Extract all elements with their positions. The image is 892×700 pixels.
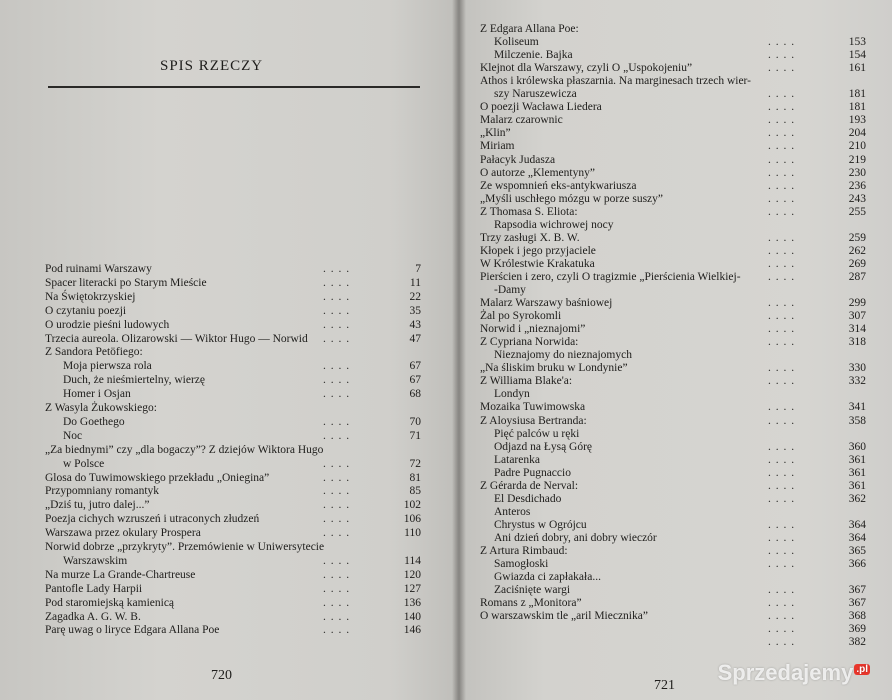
toc-entry-title: Padre Pugnaccio — [494, 466, 571, 479]
toc-entry-title: Poezja cichych wzruszeń i utraconych złudzeń — [45, 513, 260, 526]
toc-entry — [45, 526, 421, 540]
toc-entry — [480, 87, 866, 101]
leader-dots: . . . . — [768, 336, 796, 349]
toc-entry — [480, 440, 866, 454]
leader-dots: . . . . — [323, 582, 351, 595]
toc-entry — [480, 166, 866, 180]
leader-dots: . . . . — [768, 114, 796, 127]
leader-dots: . . . . — [768, 636, 796, 649]
toc-entry-title: Do Goethego — [63, 415, 125, 428]
toc-entry-page: 193 — [848, 114, 866, 127]
watermark-suffix: .pl — [856, 663, 868, 675]
toc-entry-page: 361 — [848, 466, 866, 479]
toc-entry-page: 22 — [409, 290, 421, 303]
leader-dots: . . . . — [768, 401, 796, 414]
leader-dots: . . . . — [768, 597, 796, 610]
toc-entry — [480, 557, 866, 571]
toc-entry — [45, 610, 421, 624]
leader-dots: . . . . — [768, 153, 796, 166]
toc-entry-page: 287 — [848, 270, 866, 283]
toc-entry-page: 367 — [848, 597, 866, 610]
toc-entry-page: 106 — [403, 513, 421, 526]
toc-entry — [45, 471, 421, 485]
toc-entry — [480, 309, 866, 323]
toc-entry-page: 161 — [848, 62, 866, 75]
toc-entry — [480, 544, 866, 558]
toc-entry-title: „Na śliskim bruku w Londynie” — [480, 362, 628, 375]
toc-entry-title: Athos i królewska płaszarnia. Na marginesach trzech wier- — [480, 75, 751, 88]
toc-entry — [480, 113, 866, 127]
page-heading: SPIS RZECZY — [160, 58, 264, 74]
toc-entry — [480, 387, 866, 401]
toc-entry — [480, 348, 866, 362]
toc-entry — [45, 332, 421, 346]
toc-entry — [480, 296, 866, 310]
leader-dots: . . . . — [323, 485, 351, 498]
leader-dots: . . . . — [768, 297, 796, 310]
toc-entry — [45, 276, 421, 290]
toc-entry-title: Norwid i „nieznajomi” — [480, 323, 586, 336]
leader-dots: . . . . — [323, 471, 351, 484]
toc-entry — [480, 35, 866, 49]
toc-entry-page: 127 — [403, 582, 421, 595]
toc-entry-title: Przypomniany romantyk — [45, 485, 160, 498]
toc-entry-title: Pod ruinami Warszawy — [45, 263, 152, 275]
toc-entry — [480, 48, 866, 62]
toc-entry — [45, 401, 421, 415]
toc-entry-page: 243 — [848, 192, 866, 205]
leader-dots: . . . . — [768, 88, 796, 101]
toc-entry-title: Miriam — [480, 140, 515, 153]
leader-dots: . . . . — [768, 362, 796, 375]
toc-entry — [480, 479, 866, 493]
toc-entry-page: 154 — [848, 49, 866, 62]
toc-entry-title: Kłopek i jego przyjaciele — [480, 244, 596, 257]
toc-entry-page: 181 — [848, 88, 866, 101]
toc-entry-title: Na Świętokrzyskiej — [45, 290, 136, 303]
leader-dots: . . . . — [323, 332, 351, 345]
toc-entry-page: 7 — [415, 263, 421, 275]
leader-dots: . . . . — [323, 318, 351, 331]
toc-entry-page: 362 — [848, 492, 866, 505]
toc-entry — [45, 623, 421, 637]
leader-dots: . . . . — [768, 36, 796, 49]
toc-entry-page: 102 — [403, 499, 421, 512]
toc-entry-title: Gwiazda ci zapłakała... — [494, 571, 601, 584]
leader-dots: . . . . — [323, 596, 351, 609]
toc-entry-page: 341 — [848, 401, 866, 414]
leader-dots: . . . . — [768, 531, 796, 544]
toc-entry — [45, 318, 421, 332]
leader-dots: . . . . — [768, 62, 796, 75]
toc-entry — [480, 400, 866, 414]
toc-entry-page: 299 — [848, 297, 866, 310]
toc-entry — [45, 290, 421, 304]
toc-entry-page: 364 — [848, 518, 866, 531]
toc-entry — [480, 153, 866, 167]
toc-entry — [480, 231, 866, 245]
toc-entry-title: Pantofle Lady Harpii — [45, 582, 143, 595]
toc-entry — [480, 374, 866, 388]
toc-entry-title: Z Williama Blake'a: — [480, 375, 573, 388]
toc-entry-title: „Za biednymi” czy „dla bogaczy”? Z dziejów Wiktora Hugo — [45, 443, 324, 456]
toc-entry-page: 361 — [848, 453, 866, 466]
toc-entry — [45, 568, 421, 582]
toc-entry-title: O warszawskim tle „aril Miecznika” — [480, 610, 648, 623]
leader-dots: . . . . — [768, 492, 796, 505]
toc-entry-page: 136 — [403, 596, 421, 609]
toc-entry-title: Nieznajomy do nieznajomych — [494, 349, 632, 362]
leader-dots: . . . . — [768, 231, 796, 244]
toc-entry-page: 361 — [848, 479, 866, 492]
toc-entry-title: Z Wasyla Żukowskiego: — [45, 402, 157, 414]
toc-entry-title: Malarz Warszawy baśniowej — [480, 297, 613, 310]
heading-rule — [48, 86, 420, 88]
leader-dots: . . . . — [768, 166, 796, 179]
toc-entry-page: 81 — [409, 471, 421, 484]
toc-entry-page: 368 — [848, 610, 866, 623]
leader-dots: . . . . — [323, 263, 351, 275]
toc-entry-page: 85 — [409, 485, 421, 498]
toc-entry-title: Glosa do Tuwimowskiego przekładu „Oniegina” — [45, 471, 270, 484]
toc-entry — [480, 335, 866, 349]
toc-entry-page: 72 — [409, 457, 421, 470]
toc-entry-title: Z Gérarda de Nerval: — [480, 479, 579, 492]
toc-entry-page: 210 — [848, 140, 866, 153]
leader-dots: . . . . — [768, 49, 796, 62]
toc-entry-title: O poezji Wacława Liedera — [480, 101, 602, 114]
toc-entry — [45, 415, 421, 429]
leader-dots: . . . . — [768, 414, 796, 427]
toc-entry-page: 230 — [848, 166, 866, 179]
toc-entry-page: 68 — [409, 388, 421, 401]
toc-entry-title: Romans z „Monitora” — [480, 597, 582, 610]
leader-dots: . . . . — [323, 415, 351, 428]
toc-entry-title: El Desdichado — [494, 492, 562, 505]
leader-dots: . . . . — [323, 290, 351, 303]
toc-entry-title: Z Aloysiusa Bertranda: — [480, 414, 587, 427]
toc-entry-title: Pałacyk Judasza — [480, 153, 556, 166]
toc-entry — [480, 205, 866, 219]
toc-entry — [45, 596, 421, 610]
leader-dots: . . . . — [768, 375, 796, 388]
toc-entry — [480, 635, 866, 649]
toc-entry — [45, 359, 421, 373]
toc-entry-page: 146 — [403, 624, 421, 637]
toc-entry — [45, 345, 421, 359]
leader-dots: . . . . — [323, 304, 351, 317]
watermark-logo — [718, 660, 870, 686]
toc-entry-title: Trzecia aureola. Olizarowski — Wiktor Hugo — Norwid — [45, 332, 308, 345]
toc-entry-title: w Polsce — [63, 457, 105, 470]
leader-dots: . . . . — [768, 127, 796, 140]
page-number-right: 721 — [654, 678, 675, 693]
toc-entry-page: 43 — [409, 318, 421, 331]
leader-dots: . . . . — [323, 276, 351, 289]
toc-entry-page: 181 — [848, 101, 866, 114]
toc-entry-page: 360 — [848, 440, 866, 453]
toc-entry-title: Samogłoski — [494, 558, 549, 571]
leader-dots: . . . . — [768, 257, 796, 270]
toc-entry — [480, 531, 866, 545]
leader-dots: . . . . — [768, 466, 796, 479]
toc-entry-page: 366 — [848, 558, 866, 571]
leader-dots: . . . . — [768, 323, 796, 336]
toc-entry-title: Londyn — [494, 388, 530, 401]
leader-dots: . . . . — [323, 513, 351, 526]
toc-entry-page: 67 — [409, 360, 421, 373]
toc-entry-title: Zaciśnięte wargi — [494, 584, 571, 597]
book-gutter — [452, 0, 466, 700]
leader-dots: . . . . — [768, 545, 796, 557]
toc-entry — [45, 443, 421, 457]
leader-dots: . . . . — [768, 310, 796, 323]
toc-entry-title: Odjazd na Łysą Górę — [494, 440, 593, 453]
toc-entry-title: Na murze La Grande-Chartreuse — [45, 568, 196, 581]
toc-entry — [45, 512, 421, 526]
toc-entry-page: 110 — [404, 527, 421, 540]
toc-entry — [480, 322, 866, 336]
toc-entry-page: 255 — [848, 205, 866, 218]
leader-dots: . . . . — [768, 610, 796, 623]
toc-entry-title: Zagadka A. G. W. B. — [45, 610, 141, 623]
leader-dots: . . . . — [768, 518, 796, 531]
toc-entry-page: 382 — [848, 636, 866, 649]
toc-entry-title: Norwid dobrze „przykryty”. Przemówienie w Uniwersytecie — [45, 541, 325, 553]
toc-entry-page: 365 — [848, 545, 866, 557]
toc-entry-title: Z Edgara Allana Poe: — [480, 23, 579, 35]
toc-entry-title: Warszawskim — [63, 554, 128, 567]
leader-dots: . . . . — [323, 499, 351, 512]
toc-entry — [480, 570, 866, 584]
toc-entry — [480, 139, 866, 153]
toc-entry — [45, 582, 421, 596]
leader-dots: . . . . — [768, 440, 796, 453]
toc-entry-title: Malarz czarownic — [480, 114, 563, 127]
toc-entry-title: Rapsodia wichrowej nocy — [494, 218, 614, 231]
toc-entry-page: 153 — [848, 36, 866, 49]
toc-entry-title: Ani dzień dobry, ani dobry wieczór — [494, 531, 657, 544]
toc-entry-title: Z Artura Rimbaud: — [480, 545, 568, 557]
toc-entry-title: „Klin” — [480, 127, 511, 140]
leader-dots: . . . . — [768, 453, 796, 466]
toc-entry — [480, 622, 866, 636]
toc-entry-title: Spacer literacki po Starym Mieście — [45, 276, 207, 289]
toc-entry — [480, 414, 866, 428]
watermark-text: Sprzedajemy — [717, 660, 854, 685]
toc-entry-page: 259 — [848, 231, 866, 244]
toc-entry-title: Moja pierwsza rola — [63, 360, 152, 373]
toc-entry-page: 318 — [848, 336, 866, 349]
toc-entry-title: Chrystus w Ogrójcu — [494, 518, 587, 531]
toc-entry-title: Z Sandora Petöfiego: — [45, 346, 143, 359]
leader-dots: . . . . — [768, 623, 796, 636]
leader-dots: . . . . — [323, 527, 351, 540]
toc-entry-title: W Królestwie Krakatuka — [480, 257, 595, 270]
toc-entry-title: szy Naruszewicza — [494, 88, 577, 101]
toc-entry-page: 364 — [848, 531, 866, 544]
toc-entry-title: O czytaniu poezji — [45, 304, 127, 317]
leader-dots: . . . . — [323, 360, 351, 373]
leader-dots: . . . . — [768, 192, 796, 205]
toc-entry — [480, 596, 866, 610]
toc-entry-page: 71 — [409, 429, 421, 442]
toc-entry — [480, 244, 866, 258]
toc-entry-title: Pierścien i zero, czyli O tragizmie „Pierścienia Wielkiej- — [480, 270, 741, 283]
toc-entry-title: Z Thomasa S. Eliota: — [480, 205, 578, 218]
toc-entry — [480, 192, 866, 206]
toc-entry — [480, 453, 866, 467]
toc-entry — [480, 583, 866, 597]
toc-entry — [45, 484, 421, 498]
toc-entry-title: Anteros — [494, 505, 531, 518]
toc-entry-title: Klejnot dla Warszawy, czyli O „Uspokojeniu” — [480, 62, 693, 75]
leader-dots: . . . . — [323, 429, 351, 442]
leader-dots: . . . . — [768, 179, 796, 192]
toc-entry-page: 35 — [409, 304, 421, 317]
leader-dots: . . . . — [323, 374, 351, 387]
toc-entry — [480, 270, 866, 284]
toc-entry-page: 367 — [848, 584, 866, 597]
toc-entry-title: Homer i Osjan — [63, 388, 131, 401]
toc-entry — [45, 429, 421, 443]
toc-entry-page: 314 — [848, 323, 866, 336]
toc-entry — [480, 492, 866, 506]
toc-entry-title: Parę uwag o liryce Edgara Allana Poe — [45, 624, 220, 637]
toc-entry-page: 369 — [848, 623, 866, 636]
toc-entry — [480, 427, 866, 441]
leader-dots: . . . . — [323, 568, 351, 581]
toc-entry-title: O autorze „Klementyny” — [480, 166, 595, 179]
toc-entry-title: Pięć palców u ręki — [494, 427, 580, 440]
toc-entry-title: Warszawa przez okulary Prospera — [45, 527, 201, 540]
leader-dots: . . . . — [768, 558, 796, 571]
toc-entry-title: Trzy zasługi X. B. W. — [480, 231, 580, 244]
toc-entry-page: 47 — [409, 332, 421, 345]
leader-dots: . . . . — [323, 610, 351, 623]
leader-dots: . . . . — [323, 554, 351, 567]
toc-entry-page: 269 — [848, 257, 866, 270]
toc-entry — [480, 100, 866, 114]
toc-entry-title: Pod staromiejską kamienicą — [45, 596, 175, 609]
toc-entry — [45, 554, 421, 568]
leader-dots: . . . . — [768, 270, 796, 283]
leader-dots: . . . . — [768, 244, 796, 257]
toc-entry — [45, 373, 421, 387]
leader-dots: . . . . — [323, 624, 351, 637]
toc-entry — [480, 505, 866, 519]
leader-dots: . . . . — [768, 101, 796, 114]
toc-entry-page: 114 — [404, 554, 421, 567]
toc-entry-page: 358 — [848, 414, 866, 427]
leader-dots: . . . . — [768, 205, 796, 218]
toc-entry-page: 262 — [848, 244, 866, 257]
leader-dots: . . . . — [768, 479, 796, 492]
toc-entry — [45, 457, 421, 471]
toc-entry-page: 332 — [848, 375, 866, 388]
toc-entry — [480, 61, 866, 75]
toc-entry-title: Koliseum — [494, 36, 539, 49]
toc-entry — [45, 304, 421, 318]
toc-entry — [480, 257, 866, 271]
toc-entry — [45, 262, 421, 276]
right-page — [458, 0, 892, 700]
toc-entry-page: 307 — [848, 310, 866, 323]
toc-entry — [480, 22, 866, 36]
toc-entry-title: Noc — [63, 429, 83, 442]
toc-entry — [480, 466, 866, 480]
toc-entry-title: -Damy — [494, 284, 526, 296]
toc-entry-page: 67 — [409, 374, 421, 387]
toc-entry-title: „Dziś tu, jutro dalej...” — [45, 499, 150, 512]
toc-entry-title: Ze wspomnień eks-antykwariusza — [480, 179, 637, 192]
toc-entry — [480, 126, 866, 140]
toc-entry-page: 219 — [848, 153, 866, 166]
toc-entry-page: 70 — [409, 415, 421, 428]
leader-dots: . . . . — [768, 584, 796, 597]
toc-entry-page: 120 — [403, 568, 421, 581]
toc-entry — [480, 283, 866, 297]
toc-entry-page: 236 — [848, 179, 866, 192]
toc-entry-title: Latarenka — [494, 453, 540, 466]
toc-entry-page: 330 — [848, 362, 866, 375]
toc-entry-title: O urodzie pieśni ludowych — [45, 318, 170, 331]
toc-entry-page: 11 — [409, 276, 421, 289]
toc-entry-page: 204 — [848, 127, 866, 140]
toc-entry — [45, 387, 421, 401]
toc-entry — [480, 218, 866, 232]
toc-entry — [480, 609, 866, 623]
toc-entry — [45, 498, 421, 512]
toc-entry-title: Żal po Syrokomli — [480, 310, 562, 323]
toc-entry — [480, 518, 866, 532]
toc-entry-title: Mozaika Tuwimowska — [480, 401, 586, 414]
toc-entry-page: 140 — [403, 610, 421, 623]
leader-dots: . . . . — [323, 388, 351, 401]
toc-entry — [480, 74, 866, 88]
toc-entry-title: Z Cypriana Norwida: — [480, 336, 579, 349]
toc-entry — [45, 540, 421, 554]
toc-entry-title: Milczenie. Bajka — [494, 49, 573, 62]
toc-entry-title: Duch, że nieśmiertelny, wierzę — [63, 374, 205, 387]
toc-entry-title: „Myśli uschłego mózgu w porze suszy” — [480, 192, 664, 205]
toc-entry — [480, 179, 866, 193]
page-number-left: 720 — [211, 668, 232, 683]
leader-dots: . . . . — [323, 457, 351, 470]
toc-entry — [480, 361, 866, 375]
leader-dots: . . . . — [768, 140, 796, 153]
